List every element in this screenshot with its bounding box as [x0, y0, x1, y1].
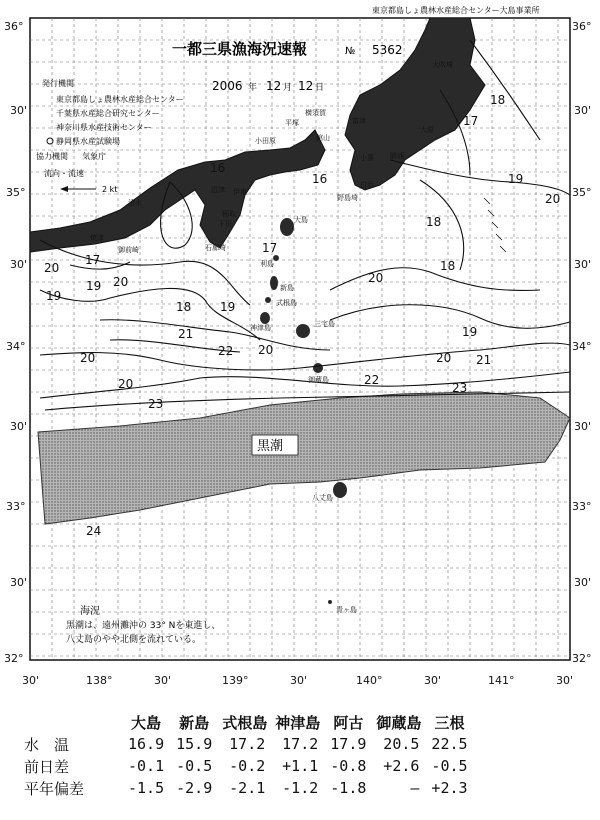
lon-label: 30' [556, 674, 574, 687]
arrow-head-icon [60, 186, 68, 192]
isotherm-label: 20 [368, 271, 384, 285]
isotherm-label: 19 [220, 300, 236, 314]
oshima-island [280, 218, 294, 236]
column-header: 神津島 [275, 714, 321, 732]
isotherm-label: 20 [113, 275, 129, 289]
isotherm-label: 20 [436, 351, 452, 365]
lat-label: 35° [6, 186, 26, 199]
table-cell: +2.6 [383, 757, 420, 775]
table-cell: +1.1 [282, 757, 319, 775]
table-cell: +2.3 [431, 779, 468, 797]
place-name: 小田原 [255, 137, 276, 145]
place-name: 富津 [352, 117, 366, 125]
place-name: 清水 [128, 199, 142, 207]
place-name: 伊東 [233, 188, 247, 196]
column-header: 御蔵島 [376, 714, 422, 732]
kozushima-island [260, 312, 270, 324]
place-name: 式根島 [276, 299, 297, 307]
place-name: 三宅島 [314, 320, 335, 328]
date-day: 12 [298, 79, 314, 93]
place-name: 横須賀 [305, 109, 326, 117]
table-cell: 16.9 [128, 735, 165, 753]
isotherm-label: 17 [85, 253, 101, 267]
notes-line-2: 八丈島のやや北側を流れている。 [66, 635, 202, 645]
miyakejima-island [296, 324, 310, 338]
sst-table-wrapper [0, 712, 600, 799]
place-name: 神津島 [250, 324, 271, 332]
column-header: 三根 [434, 714, 465, 732]
isotherm-label: 18 [440, 259, 456, 273]
lat-label: 32° [4, 652, 24, 665]
niijima-island [270, 276, 278, 290]
column-header: 式根島 [222, 714, 268, 732]
place-name: 沼津 [211, 186, 225, 194]
date-year-unit: 年 [248, 83, 258, 93]
bulletin-title: 一都三県漁海況速報 [172, 40, 308, 58]
table-cell: 17.9 [330, 735, 367, 753]
isotherm-label: 19 [46, 289, 62, 303]
place-name: 石廊埼 [205, 244, 226, 252]
table-corner [0, 712, 122, 733]
lat-label: 32° [572, 652, 592, 665]
place-name: 平塚 [285, 119, 299, 127]
isotherm-label: 19 [508, 172, 524, 186]
table-cell: -0.1 [128, 757, 165, 775]
place-name: 館山 [316, 134, 330, 142]
table-header-row [0, 712, 474, 733]
current-legend-label: 流向・流速 [44, 169, 84, 178]
isotherm-label: 20 [118, 377, 134, 391]
isotherm-label: 22 [364, 373, 380, 387]
isotherm-label: 21 [476, 353, 492, 367]
date-month-unit: 月 [283, 83, 293, 93]
lat-label: 33° [572, 500, 592, 513]
table-cell: -1.5 [128, 779, 165, 797]
table-cell: -0.8 [330, 757, 367, 775]
isotherm-label: 18 [490, 93, 506, 107]
isotherm-label: 18 [176, 300, 192, 314]
table-cell: 17.2 [282, 735, 319, 753]
lat-label: 33° [6, 500, 26, 513]
lat-label: 30' [10, 104, 28, 117]
lon-label: 138° [86, 674, 113, 687]
date-day-unit: 日 [315, 83, 325, 93]
lat-label: 34° [6, 340, 26, 353]
lon-label: 141° [488, 674, 515, 687]
table-row [0, 733, 474, 755]
place-name: 御蔵島 [308, 376, 329, 384]
cooperator-name: 気象庁 [82, 152, 106, 161]
lon-label: 30' [154, 674, 172, 687]
isotherm-label: 20 [80, 351, 96, 365]
table-cell: -1.2 [282, 779, 319, 797]
cooperator-label: 協力機関 [36, 152, 68, 161]
date-month: 12 [266, 79, 282, 93]
issuer-1: 東京都島しょ農林水産総合センター [56, 95, 184, 104]
lat-label: 36° [4, 20, 24, 33]
lon-label-group [22, 674, 573, 687]
bulletin-number: 5362 [372, 43, 403, 57]
lat-label: 30' [574, 104, 592, 117]
lat-label: 30' [574, 420, 592, 433]
issuer-2: 千葉県水産総合研究センター [56, 109, 160, 118]
column-header: 新島 [179, 714, 210, 732]
isotherm-label: 16 [210, 161, 226, 175]
table-cell: -1.8 [330, 779, 367, 797]
isotherm-label: 16 [312, 172, 328, 186]
lat-label: 34° [572, 340, 592, 353]
place-name: 御前崎 [118, 246, 139, 254]
mikurajima-island [313, 363, 323, 373]
lat-label: 30' [574, 258, 592, 271]
date-year: 2006 [212, 79, 243, 93]
lon-label: 30' [424, 674, 442, 687]
place-name: 大原 [420, 126, 434, 134]
lat-label: 36° [572, 20, 592, 33]
place-name: 大吹埼 [432, 61, 453, 69]
table-cell: 20.5 [383, 735, 420, 753]
table-cell: -0.5 [176, 757, 213, 775]
isotherm-label: 17 [463, 114, 479, 128]
table-cell: 17.2 [229, 735, 266, 753]
row-label: 水 温 [24, 735, 70, 754]
lat-label: 30' [10, 258, 28, 271]
table-cell: 22.5 [431, 735, 468, 753]
lon-label: 139° [222, 674, 249, 687]
table-row [0, 777, 474, 799]
isotherm-label: 24 [86, 524, 102, 538]
lat-label: 30' [574, 576, 592, 589]
lon-label: 30' [22, 674, 40, 687]
table-cell: -0.5 [431, 757, 468, 775]
place-name: 稲取 [222, 210, 236, 218]
place-name: 青ヶ島 [336, 606, 357, 614]
aogashima-island [328, 600, 332, 604]
place-name: 小湊 [360, 154, 374, 162]
place-name: 利島 [260, 260, 274, 268]
place-name: 焼津 [90, 234, 104, 242]
place-name: 下田 [218, 220, 232, 228]
kuroshio-label: 黒潮 [257, 439, 284, 454]
boso-peninsula [345, 18, 485, 190]
bulletin-number-prefix: № [345, 46, 356, 57]
lat-label: 30' [10, 576, 28, 589]
izu-peninsula [30, 130, 328, 252]
lon-label: 30' [290, 674, 308, 687]
isotherm-label: 20 [545, 192, 561, 206]
isotherm-label: 21 [178, 327, 194, 341]
lat-label: 35° [572, 186, 592, 199]
agency-caption: 東京都島しょ農林水産総合センター大島事業所 [372, 6, 540, 15]
isotherm-label: 19 [86, 279, 102, 293]
front-hatch [484, 198, 506, 252]
table-cell: ― [410, 779, 420, 797]
row-label: 平年偏差 [24, 779, 85, 798]
place-name: 八丈島 [312, 494, 333, 502]
place-name: 白浜 [360, 181, 374, 189]
issuer-3: 神奈川県水産技術センター [56, 123, 152, 132]
current-scale: 2 kt [102, 185, 118, 194]
isotherm-label: 18 [426, 215, 442, 229]
column-header: 大島 [131, 714, 162, 732]
table-row [0, 755, 474, 777]
table-cell: 15.9 [176, 735, 213, 753]
issuer-4: 静岡県水産試験場 [56, 137, 120, 146]
column-header: 阿古 [333, 714, 364, 732]
place-name: 勝浦 [390, 152, 404, 160]
isotherm-label: 23 [452, 381, 468, 395]
place-name: 野島埼 [337, 194, 358, 202]
isotherm-label: 20 [44, 261, 60, 275]
table-cell: -0.2 [229, 757, 266, 775]
isotherm-label: 23 [148, 397, 164, 411]
issuer-label: 発行機関 [42, 79, 74, 88]
table-cell: -2.9 [176, 779, 213, 797]
lat-label: 30' [10, 420, 28, 433]
notes-line-1: 黒潮は、遠州灘沖の 33° Nを東進し、 [66, 621, 221, 631]
sst-table [0, 712, 474, 799]
notes-heading: 海況 [80, 606, 100, 617]
table-cell: -2.1 [229, 779, 266, 797]
place-name: 大島 [294, 216, 308, 224]
kuroshio-band [38, 392, 570, 524]
place-name: 新島 [280, 284, 294, 292]
isotherm-label: 17 [262, 241, 278, 255]
row-label: 前日差 [24, 757, 70, 776]
shikinejima-island [265, 297, 271, 303]
isotherm-label: 20 [258, 343, 274, 357]
lon-label: 140° [356, 674, 383, 687]
hachijojima-island [333, 482, 347, 498]
isotherm-label: 22 [218, 344, 234, 358]
isotherm-label: 19 [462, 325, 478, 339]
